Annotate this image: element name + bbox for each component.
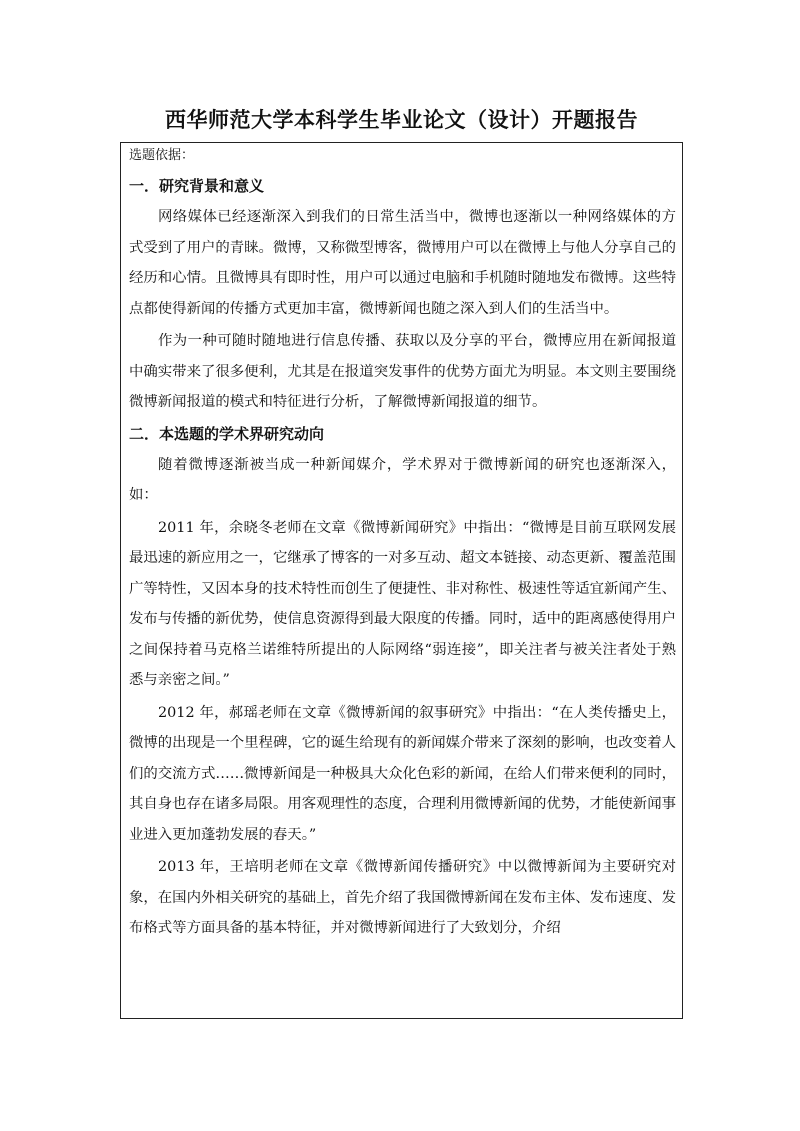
background-paragraph-1: 网络媒体已经逐渐深入到我们的日常生活当中，微博也逐渐以一种网络媒体的方式受到了用户的青睐。微博，又称微型博客，微博用户可以在微博上与他人分享自己的经历和心情。且微博具有即时性，用户可以通过电脑和手机随时随地发布微博。这些特点都使得新闻的传播方式更加丰富，微博新闻也随之深入到人们的生活当中。 — [129, 209, 676, 317]
report-frame — [120, 142, 683, 1019]
trends-paragraph-2012: 2012 年，郝瑶老师在文章《微博新闻的叙事研究》中指出：“在人类传播史上，微博的出现是一个里程碑，它的诞生给现有的新闻媒介带来了深刻的影响，也改变着人们的交流方式……微博新闻是一种极具大众化色彩的新闻，在给人们带来便利的同时，其自身也存在诸多局限。用客观理性的态度，合理利用微博新闻的优势，才能使新闻事业进入更加蓬勃发展的春天。” — [129, 704, 676, 843]
trends-paragraph-intro: 随着微博逐渐被当成一种新闻媒介，学术界对于微博新闻的研究也逐渐深入，如： — [129, 456, 676, 503]
report-title: 西华师范大学本科学生毕业论文（设计）开题报告 — [165, 107, 638, 132]
section-heading-research-trends: 二．本选题的学术界研究动向 — [129, 424, 325, 443]
report-body — [129, 145, 676, 944]
topic-basis-label: 选题依据： — [129, 148, 195, 163]
background-paragraph-2: 作为一种可随时随地进行信息传播、获取以及分享的平台，微博应用在新闻报道中确实带来了很多便利，尤其是在报道突发事件的优势方面尤为明显。本文则主要围绕微博新闻报道的模式和特征进行分析，了解微博新闻报道的细节。 — [129, 333, 676, 410]
trends-paragraph-2011: 2011 年，余晓冬老师在文章《微博新闻研究》中指出：“微博是目前互联网发展最迅速的新应用之一，它继承了博客的一对多互动、超文本链接、动态更新、覆盖范围广等特性，又因本身的技术特性而创生了便捷性、非对称性、极速性等适宜新闻产生、发布与传播的新优势，使信息资源得到最大限度的传播。同时，适中的距离感使得用户之间保持着马克格兰诺维特所提出的人际网络“弱连接”，即关注者与被关注者处于熟悉与亲密之间。” — [129, 519, 676, 688]
section-heading-background: 一．研究背景和意义 — [129, 177, 265, 195]
trends-paragraph-2013: 2013 年，王培明老师在文章《微博新闻传播研究》中以微博新闻为主要研究对象，在国内外相关研究的基础上，首先介绍了我国微博新闻在发布主体、发布速度、发布格式等方面具备的基本特征，并对微博新闻进行了大致划分，介绍 — [129, 859, 676, 936]
